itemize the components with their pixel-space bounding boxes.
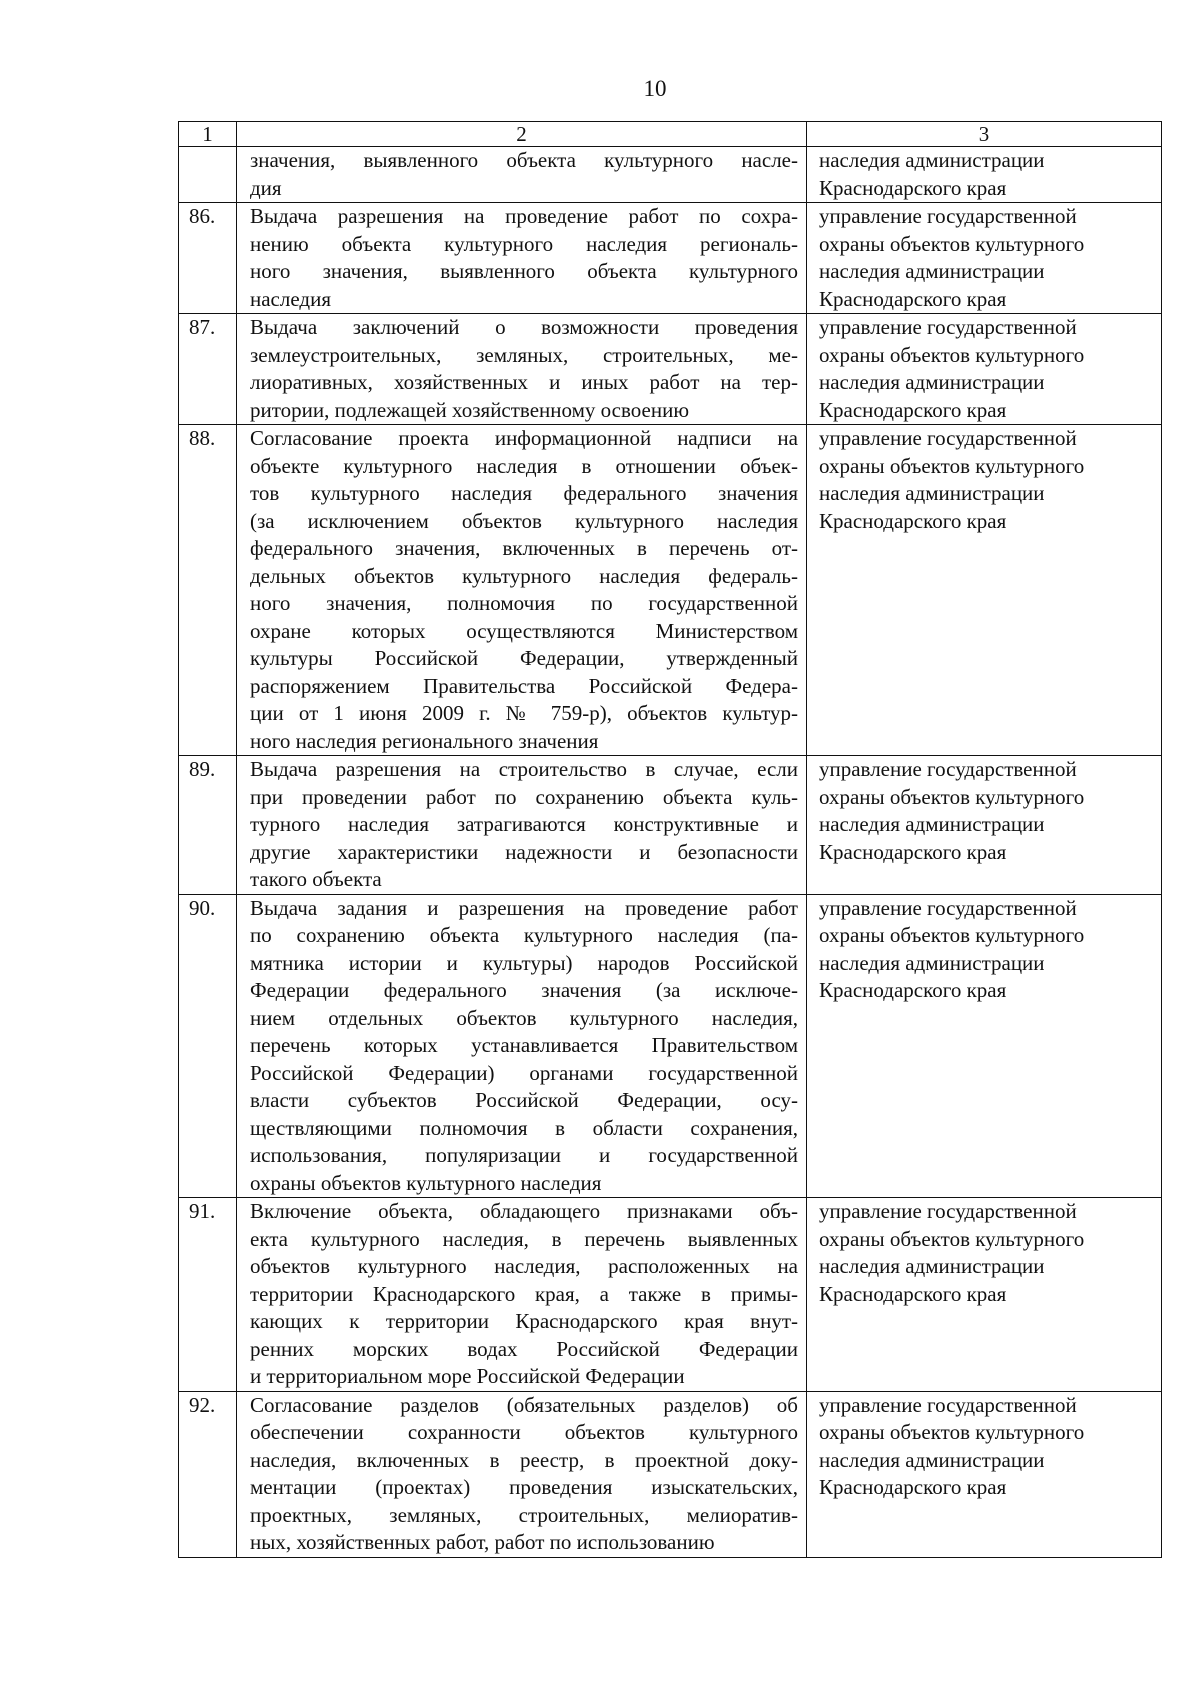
responsible-authority-line: Краснодарского края bbox=[819, 508, 1007, 533]
header-row bbox=[179, 122, 1162, 147]
responsible-authority-line: Краснодарского края bbox=[819, 175, 1007, 200]
responsible-authority-line: наследия администрации bbox=[819, 1254, 1045, 1278]
table-row bbox=[179, 147, 1162, 203]
responsible-authority-line: управление государственной bbox=[819, 426, 1077, 450]
table-row bbox=[179, 894, 1162, 1198]
responsible-authority-line: Краснодарского края bbox=[819, 839, 1007, 864]
service-description bbox=[237, 894, 807, 1198]
service-description bbox=[237, 425, 807, 756]
service-description-line: Включение объекта, обладающего признаками объ- bbox=[250, 1199, 798, 1223]
service-description-line: наследия bbox=[250, 286, 331, 311]
table-body bbox=[179, 122, 1162, 1558]
service-description-line: перечень которых устанавливается Правительством bbox=[250, 1033, 798, 1057]
table-row bbox=[179, 203, 1162, 314]
row-number bbox=[179, 147, 237, 203]
service-description bbox=[237, 756, 807, 895]
service-description-line: другие характеристики надежности и безопасности bbox=[250, 839, 798, 864]
row-number: 87. bbox=[179, 314, 237, 425]
service-description-line: территории Краснодарского края, а также в примы- bbox=[250, 1281, 798, 1306]
services-table bbox=[178, 121, 1162, 1558]
responsible-authority-line: Краснодарского края bbox=[819, 1281, 1007, 1306]
service-description-line: охране которых осуществляются Министерством bbox=[250, 618, 798, 643]
responsible-authority-line: Краснодарского края bbox=[819, 978, 1007, 1002]
responsible-authority bbox=[807, 147, 1162, 203]
service-description-line: Согласование проекта информационной надписи на bbox=[250, 426, 798, 450]
table-row bbox=[179, 756, 1162, 895]
service-description-line: власти субъектов Российской Федерации, осу- bbox=[250, 1088, 798, 1112]
service-description-line: охраны объектов культурного наследия bbox=[250, 1170, 602, 1195]
service-description-line: значения, выявленного объекта культурного насле- bbox=[250, 148, 798, 172]
row-number: 86. bbox=[179, 203, 237, 314]
service-description-line: обеспечении сохранности объектов культурного bbox=[250, 1420, 798, 1444]
responsible-authority-line: управление государственной bbox=[819, 1392, 1077, 1417]
service-description-line: дия bbox=[250, 175, 282, 200]
responsible-authority bbox=[807, 894, 1162, 1198]
responsible-authority-line: наследия администрации bbox=[819, 370, 1045, 394]
responsible-authority-line: наследия администрации bbox=[819, 481, 1045, 505]
responsible-authority-line: управление государственной bbox=[819, 315, 1077, 339]
service-description-line: Выдача разрешения на проведение работ по сохра- bbox=[250, 204, 798, 228]
service-description-line: лиоративных, хозяйственных и иных работ на тер- bbox=[250, 370, 798, 394]
service-description-line: ного значения, полномочия по государственной bbox=[250, 591, 798, 615]
service-description-line: Федерации федерального значения (за исключе- bbox=[250, 978, 798, 1002]
header-cell-number: 1 bbox=[179, 122, 237, 147]
service-description-line: ного наследия регионального значения bbox=[250, 728, 599, 753]
service-description-line: по сохранению объекта культурного наследия (па- bbox=[250, 923, 798, 947]
service-description-line: тов культурного наследия федерального значения bbox=[250, 481, 798, 505]
service-description-line: наследия, включенных в реестр, в проектной доку- bbox=[250, 1447, 798, 1472]
service-description-line: нием отдельных объектов культурного наследия, bbox=[250, 1005, 798, 1030]
responsible-authority-line: охраны объектов культурного bbox=[819, 453, 1085, 478]
service-description-line: турного наследия затрагиваются конструктивные и bbox=[250, 812, 798, 836]
service-description bbox=[237, 314, 807, 425]
service-description-line: кающих к территории Краснодарского края внут- bbox=[250, 1309, 798, 1333]
responsible-authority-line: Краснодарского края bbox=[819, 286, 1007, 311]
responsible-authority bbox=[807, 314, 1162, 425]
responsible-authority-line: наследия администрации bbox=[819, 148, 1045, 172]
service-description bbox=[237, 1391, 807, 1557]
responsible-authority-line: управление государственной bbox=[819, 895, 1077, 920]
service-description-line: Согласование разделов (обязательных разделов) об bbox=[250, 1392, 798, 1417]
service-description-line: Выдача разрешения на строительство в случае, если bbox=[250, 757, 798, 781]
page-number: 10 bbox=[643, 76, 667, 101]
service-description bbox=[237, 147, 807, 203]
responsible-authority-line: управление государственной bbox=[819, 1199, 1077, 1223]
responsible-authority bbox=[807, 425, 1162, 756]
responsible-authority bbox=[807, 1391, 1162, 1557]
service-description-line: Выдача заключений о возможности проведения bbox=[250, 315, 798, 339]
service-description-line: объектов культурного наследия, расположенных на bbox=[250, 1254, 798, 1278]
service-description-line: проектных, земляных, строительных, мелиоратив- bbox=[250, 1502, 798, 1527]
header-cell-service: 2 bbox=[237, 122, 807, 147]
service-description-line: ритории, подлежащей хозяйственному освоению bbox=[250, 397, 690, 422]
responsible-authority-line: охраны объектов культурного bbox=[819, 784, 1085, 809]
responsible-authority-line: охраны объектов культурного bbox=[819, 923, 1085, 947]
responsible-authority-line: охраны объектов культурного bbox=[819, 342, 1085, 367]
service-description bbox=[237, 1198, 807, 1392]
row-number: 91. bbox=[179, 1198, 237, 1392]
service-description-line: Выдача задания и разрешения на проведение работ bbox=[250, 895, 798, 920]
responsible-authority-line: наследия администрации bbox=[819, 812, 1045, 836]
responsible-authority-line: управление государственной bbox=[819, 757, 1077, 781]
service-description-line: ществляющими полномочия в области сохранения, bbox=[250, 1115, 798, 1140]
service-description-line: и территориальном море Российской Федерации bbox=[250, 1364, 685, 1388]
service-description bbox=[237, 203, 807, 314]
responsible-authority-line: наследия администрации bbox=[819, 1447, 1045, 1472]
header-cell-authority: 3 bbox=[807, 122, 1162, 147]
table-row bbox=[179, 314, 1162, 425]
service-description-line: ного значения, выявленного объекта культурного bbox=[250, 259, 798, 283]
row-number: 89. bbox=[179, 756, 237, 895]
responsible-authority-line: наследия администрации bbox=[819, 950, 1045, 975]
service-description-line: распоряжением Правительства Российской Федера- bbox=[250, 673, 798, 698]
table-row bbox=[179, 1391, 1162, 1557]
service-description-line: ментации (проектах) проведения изыскательских, bbox=[250, 1475, 798, 1499]
service-description-line: нению объекта культурного наследия региональ- bbox=[250, 231, 798, 256]
responsible-authority-line: Краснодарского края bbox=[819, 1475, 1007, 1499]
service-description-line: ции от 1 июня 2009 г. № 759-р), объектов культур- bbox=[250, 701, 798, 725]
service-description-line: при проведении работ по сохранению объекта куль- bbox=[250, 784, 798, 809]
responsible-authority-line: управление государственной bbox=[819, 204, 1077, 228]
service-description-line: такого объекта bbox=[250, 867, 382, 891]
service-description-line: объекте культурного наследия в отношении объек- bbox=[250, 453, 798, 478]
responsible-authority-line: наследия администрации bbox=[819, 259, 1045, 283]
responsible-authority-line: охраны объектов культурного bbox=[819, 231, 1085, 256]
responsible-authority-line: охраны объектов культурного bbox=[819, 1420, 1085, 1444]
responsible-authority bbox=[807, 756, 1162, 895]
service-description-line: дельных объектов культурного наследия федераль- bbox=[250, 563, 798, 588]
row-number: 90. bbox=[179, 894, 237, 1198]
service-description-line: мятника истории и культуры) народов Российской bbox=[250, 950, 798, 975]
service-description-line: (за исключением объектов культурного наследия bbox=[250, 508, 798, 533]
service-description-line: культуры Российской Федерации, утвержденный bbox=[250, 646, 798, 670]
responsible-authority-line: Краснодарского края bbox=[819, 397, 1007, 422]
service-description-line: Российской Федерации) органами государственной bbox=[250, 1060, 798, 1085]
service-description-line: ренних морских водах Российской Федерации bbox=[250, 1336, 798, 1361]
responsible-authority-line: охраны объектов культурного bbox=[819, 1226, 1085, 1251]
row-number: 92. bbox=[179, 1391, 237, 1557]
service-description-line: екта культурного наследия, в перечень выявленных bbox=[250, 1226, 798, 1251]
service-description-line: ных, хозяйственных работ, работ по использованию bbox=[250, 1530, 715, 1554]
responsible-authority bbox=[807, 1198, 1162, 1392]
service-description-line: использования, популяризации и государственной bbox=[250, 1143, 798, 1167]
table-row bbox=[179, 1198, 1162, 1392]
row-number: 88. bbox=[179, 425, 237, 756]
service-description-line: землеустроительных, земляных, строительных, ме- bbox=[250, 342, 798, 367]
service-description-line: федерального значения, включенных в перечень от- bbox=[250, 536, 798, 560]
responsible-authority bbox=[807, 203, 1162, 314]
table-row bbox=[179, 425, 1162, 756]
